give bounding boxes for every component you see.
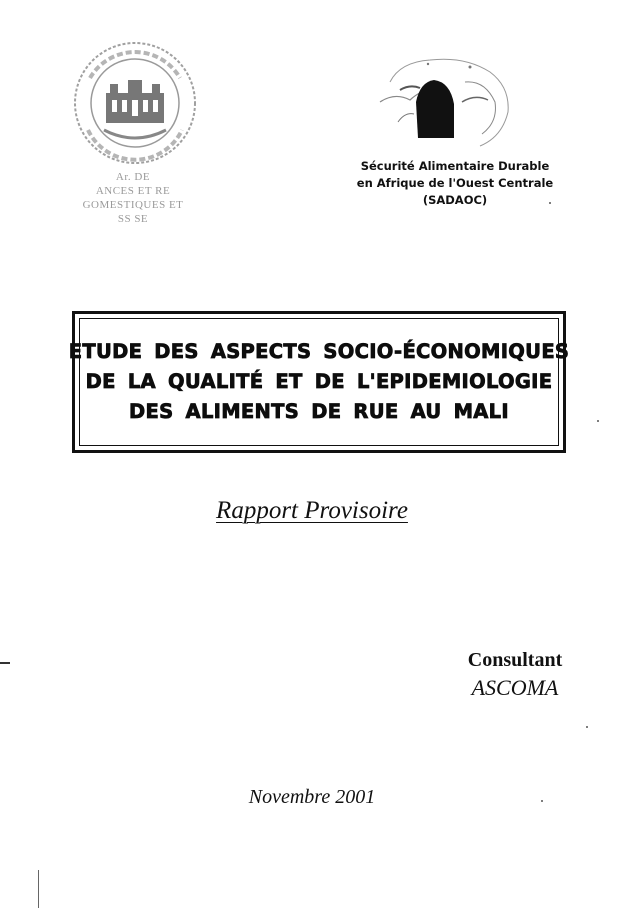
consultant-name: ASCOMA [471, 675, 559, 700]
scan-mark [0, 662, 10, 664]
scan-speck [597, 420, 599, 422]
organization-line: en Afrique de l'Ouest Centrale [356, 176, 554, 190]
official-seal [70, 38, 200, 168]
scan-speck [549, 202, 551, 204]
scan-mark [38, 870, 39, 908]
title-frame [68, 311, 570, 453]
seal-line: Ar. DE [115, 171, 151, 183]
organization-acronym: (SADAOC) [422, 193, 488, 207]
title-inner-frame [68, 318, 570, 446]
title-line: DES ALIMENTS DE RUE AU MALI [129, 400, 509, 423]
organization-line: Sécurité Alimentaire Durable [360, 159, 550, 173]
scan-speck [541, 800, 543, 802]
scan-speck [586, 726, 588, 728]
seal-line: ANCES ET RE [95, 185, 171, 197]
consultant-label: Consultant [467, 649, 563, 671]
organization-name [330, 158, 580, 209]
seal-caption [58, 170, 208, 226]
report-date: Novembre 2001 [248, 786, 376, 808]
title-line: DE LA QUALITÉ ET DE L'EPIDEMIOLOGIE [85, 370, 553, 393]
seal-line: SS SE [117, 213, 149, 225]
title-line: ETUDE DES ASPECTS SOCIO-ÉCONOMIQUES [68, 340, 570, 363]
report-subtitle-text: Rapport Provisoire [216, 497, 408, 524]
sadaoc-logo [370, 42, 520, 154]
report-subtitle [0, 497, 624, 525]
seal-line: GOMESTIQUES ET [82, 199, 184, 211]
